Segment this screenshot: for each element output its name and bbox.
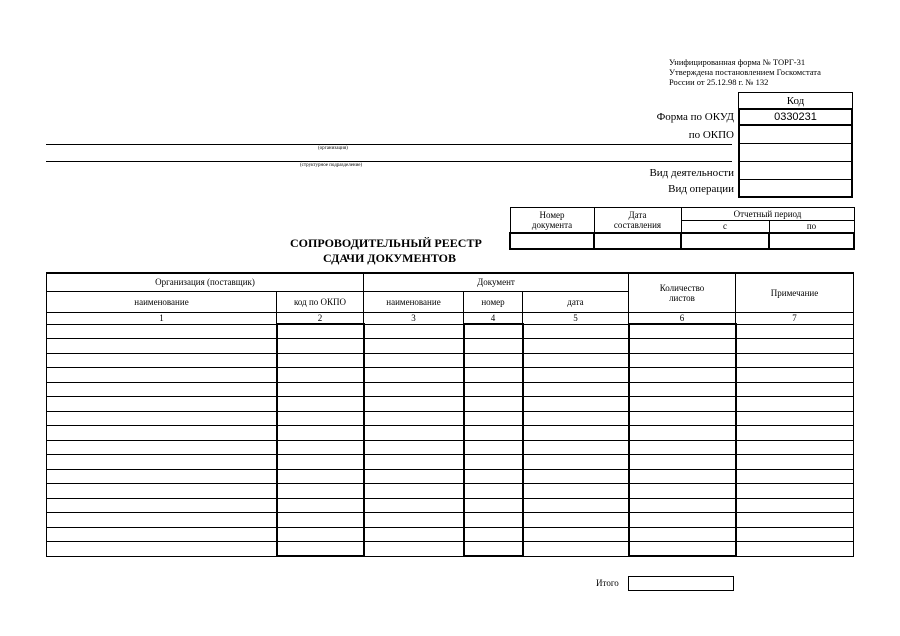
table-cell[interactable] [364, 527, 464, 542]
table-row [47, 469, 854, 484]
table-cell[interactable] [464, 353, 523, 368]
code-column-lower [738, 125, 853, 198]
sheet-count-header: Количество листов [629, 273, 736, 312]
table-cell[interactable] [629, 368, 736, 383]
table-cell[interactable] [47, 339, 277, 354]
table-row [47, 542, 854, 557]
table-cell[interactable] [523, 527, 629, 542]
table-row [47, 324, 854, 339]
table-cell[interactable] [629, 324, 736, 339]
table-cell[interactable] [629, 498, 736, 513]
table-cell[interactable] [736, 426, 854, 441]
total-sheets-field[interactable] [628, 576, 734, 591]
table-cell[interactable] [736, 353, 854, 368]
table-cell[interactable] [464, 469, 523, 484]
table-row [47, 368, 854, 383]
table-cell[interactable] [464, 440, 523, 455]
table-cell[interactable] [629, 513, 736, 528]
table-cell[interactable] [629, 455, 736, 470]
table-cell[interactable] [629, 469, 736, 484]
doc-name-header: наименование [364, 291, 464, 312]
table-cell[interactable] [523, 339, 629, 354]
table-cell[interactable] [277, 353, 364, 368]
table-cell[interactable] [47, 397, 277, 412]
activity-label: Вид деятельности [649, 167, 734, 179]
table-cell[interactable] [277, 484, 364, 499]
table-cell[interactable] [464, 527, 523, 542]
table-cell[interactable] [47, 498, 277, 513]
table-cell[interactable] [47, 324, 277, 339]
table-cell[interactable] [277, 498, 364, 513]
document-title-line-2: СДАЧИ ДОКУМЕНТОВ [323, 251, 457, 265]
col-number-5: 5 [523, 312, 629, 324]
approval-line-1: Унифицированная форма № ТОРГ-31 [669, 57, 806, 67]
table-cell[interactable] [364, 542, 464, 557]
table-cell[interactable] [277, 368, 364, 383]
table-cell[interactable] [464, 368, 523, 383]
table-cell[interactable] [277, 411, 364, 426]
table-cell[interactable] [736, 339, 854, 354]
table-cell[interactable] [523, 440, 629, 455]
col-number-4: 4 [464, 312, 523, 324]
doc-number-field[interactable] [510, 233, 594, 249]
table-cell[interactable] [364, 368, 464, 383]
table-cell[interactable] [47, 426, 277, 441]
col-number-7: 7 [736, 312, 854, 324]
table-cell[interactable] [364, 469, 464, 484]
table-row [47, 339, 854, 354]
table-cell[interactable] [523, 469, 629, 484]
table-row [47, 513, 854, 528]
table-cell[interactable] [523, 368, 629, 383]
period-header: Отчетный период [681, 208, 854, 221]
organization-line[interactable] [46, 144, 732, 145]
table-cell[interactable] [523, 324, 629, 339]
operation-label: Вид операции [668, 183, 734, 195]
okud-code-field[interactable]: 0330231 [738, 108, 853, 126]
org-name-header: наименование [47, 291, 277, 312]
table-cell[interactable] [629, 382, 736, 397]
table-cell[interactable] [277, 324, 364, 339]
table-cell[interactable] [47, 411, 277, 426]
table-cell[interactable] [523, 542, 629, 557]
code-header: Код [738, 92, 853, 109]
table-cell[interactable] [277, 513, 364, 528]
table-cell[interactable] [47, 455, 277, 470]
table-cell[interactable] [464, 498, 523, 513]
table-cell[interactable] [464, 324, 523, 339]
table-cell[interactable] [47, 513, 277, 528]
table-cell[interactable] [364, 498, 464, 513]
table-cell[interactable] [277, 397, 364, 412]
table-cell[interactable] [364, 382, 464, 397]
table-cell[interactable] [523, 513, 629, 528]
table-cell[interactable] [47, 527, 277, 542]
table-cell[interactable] [736, 368, 854, 383]
table-cell[interactable] [277, 469, 364, 484]
table-cell[interactable] [736, 440, 854, 455]
table-cell[interactable] [364, 411, 464, 426]
doc-date-header: Дата составления [594, 208, 681, 233]
col-number-1: 1 [47, 312, 277, 324]
registry-table [46, 272, 854, 557]
table-cell[interactable] [629, 484, 736, 499]
table-cell[interactable] [277, 339, 364, 354]
table-cell[interactable] [629, 527, 736, 542]
table-row [47, 411, 854, 426]
table-cell[interactable] [277, 527, 364, 542]
org-okpo-header: код по ОКПО [277, 291, 364, 312]
table-cell[interactable] [736, 397, 854, 412]
table-row [47, 353, 854, 368]
table-cell[interactable] [277, 542, 364, 557]
table-cell[interactable] [523, 426, 629, 441]
table-cell[interactable] [464, 513, 523, 528]
table-cell[interactable] [736, 411, 854, 426]
table-row [47, 382, 854, 397]
table-cell[interactable] [464, 426, 523, 441]
table-cell[interactable] [736, 527, 854, 542]
form-approval-note [669, 57, 821, 87]
table-row [47, 426, 854, 441]
table-row [47, 527, 854, 542]
table-row [47, 397, 854, 412]
doc-date-col-header: дата [523, 291, 629, 312]
table-cell[interactable] [464, 542, 523, 557]
table-cell[interactable] [629, 426, 736, 441]
table-cell[interactable] [736, 469, 854, 484]
doc-number-header: Номер документа [510, 208, 594, 233]
table-cell[interactable] [629, 411, 736, 426]
org-group-header: Организация (поставщик) [47, 273, 364, 291]
table-cell[interactable] [736, 484, 854, 499]
table-cell[interactable] [364, 353, 464, 368]
table-cell[interactable] [277, 382, 364, 397]
subdivision-line[interactable] [46, 161, 732, 162]
document-group-header: Документ [364, 273, 629, 291]
organization-caption: (организация) [318, 146, 348, 151]
table-cell[interactable] [736, 455, 854, 470]
table-cell[interactable] [464, 339, 523, 354]
table-cell[interactable] [464, 411, 523, 426]
document-title-line-1: СОПРОВОДИТЕЛЬНЫЙ РЕЕСТР [290, 236, 482, 250]
doc-number-col-header: номер [464, 291, 523, 312]
okud-label: Форма по ОКУД [656, 111, 734, 123]
table-cell[interactable] [629, 339, 736, 354]
table-row [47, 455, 854, 470]
table-cell[interactable] [47, 469, 277, 484]
period-to-field[interactable] [769, 233, 854, 249]
table-cell[interactable] [629, 440, 736, 455]
table-cell[interactable] [736, 513, 854, 528]
table-cell[interactable] [464, 382, 523, 397]
table-cell[interactable] [523, 411, 629, 426]
table-cell[interactable] [364, 397, 464, 412]
table-cell[interactable] [364, 426, 464, 441]
table-row [47, 440, 854, 455]
table-cell[interactable] [523, 353, 629, 368]
table-cell[interactable] [47, 440, 277, 455]
table-cell[interactable] [47, 382, 277, 397]
table-cell[interactable] [364, 339, 464, 354]
table-cell[interactable] [736, 498, 854, 513]
table-cell[interactable] [47, 353, 277, 368]
table-row [47, 498, 854, 513]
doc-date-field[interactable] [594, 233, 681, 249]
table-cell[interactable] [629, 397, 736, 412]
table-cell[interactable] [277, 455, 364, 470]
col-number-6: 6 [629, 312, 736, 324]
table-cell[interactable] [464, 455, 523, 470]
subdivision-caption: (структурное подразделение) [300, 163, 363, 168]
total-label: Итого [596, 578, 619, 588]
table-cell[interactable] [364, 513, 464, 528]
table-cell[interactable] [523, 382, 629, 397]
table-cell[interactable] [523, 498, 629, 513]
table-cell[interactable] [736, 324, 854, 339]
table-cell[interactable] [523, 484, 629, 499]
table-cell[interactable] [47, 368, 277, 383]
note-header: Примечание [736, 273, 854, 312]
table-cell[interactable] [277, 426, 364, 441]
table-cell[interactable] [364, 440, 464, 455]
table-cell[interactable] [464, 397, 523, 412]
approval-line-2: Утверждена постановлением Госкомстата [669, 67, 821, 77]
table-cell[interactable] [47, 484, 277, 499]
table-cell[interactable] [364, 455, 464, 470]
table-cell[interactable] [629, 353, 736, 368]
col-number-2: 2 [277, 312, 364, 324]
table-cell[interactable] [277, 440, 364, 455]
table-cell[interactable] [736, 382, 854, 397]
document-info-table [509, 207, 855, 250]
col-number-3: 3 [364, 312, 464, 324]
table-cell[interactable] [47, 542, 277, 557]
table-cell[interactable] [523, 455, 629, 470]
table-cell[interactable] [523, 397, 629, 412]
table-cell[interactable] [364, 484, 464, 499]
period-from-header: с [681, 221, 769, 233]
approval-line-3: России от 25.12.98 г. № 132 [669, 77, 769, 87]
period-to-header: по [769, 221, 854, 233]
table-cell[interactable] [736, 542, 854, 557]
table-cell[interactable] [364, 324, 464, 339]
table-cell[interactable] [464, 484, 523, 499]
table-row [47, 484, 854, 499]
okpo-label: по ОКПО [688, 129, 734, 141]
table-cell[interactable] [629, 542, 736, 557]
period-from-field[interactable] [681, 233, 769, 249]
